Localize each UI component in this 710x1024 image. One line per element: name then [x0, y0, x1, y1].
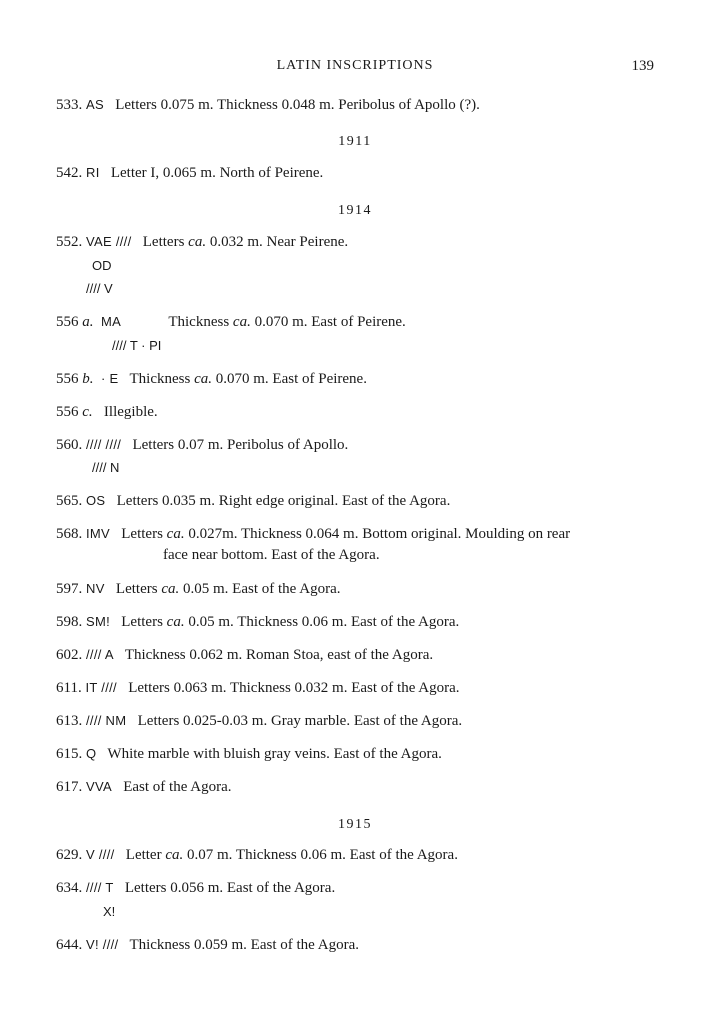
inscription-text: SM! — [86, 614, 111, 629]
circa-abbrev: ca. — [165, 847, 184, 863]
entry-description-post: 0.070 m. East of Peirene. — [212, 371, 367, 387]
inscription-text: V //// — [86, 847, 115, 862]
year-heading-1911: 1911 — [338, 134, 372, 149]
inscription-text: //// //// — [86, 437, 122, 452]
entry-description-pre: Letter — [125, 847, 166, 863]
entry-description-post: 0.027m. Thickness 0.064 m. Bottom original. Moulding on rear — [184, 526, 571, 542]
year-heading-1914: 1914 — [338, 203, 372, 218]
entry-sub-letter: c. — [82, 404, 93, 420]
entry-552 — [56, 232, 656, 252]
circa-abbrev: ca. — [188, 234, 207, 250]
circa-abbrev: ca. — [166, 614, 185, 630]
entry-615 — [56, 744, 656, 764]
circa-abbrev: ca. — [232, 314, 251, 330]
entry-number: 629. — [56, 847, 83, 863]
inscription-text: V! //// — [86, 937, 119, 952]
entry-description-post: 0.05 m. East of the Agora. — [179, 581, 341, 597]
inscription-text: IT //// — [85, 680, 117, 695]
entry-description: Letters 0.025-0.03 m. Gray marble. East of the Agora. — [137, 713, 463, 729]
entry-description-pre: Letters — [142, 234, 189, 250]
entry-description-post: 0.032 m. Near Peirene. — [206, 234, 349, 250]
inscription-line-2: //// N — [92, 460, 120, 475]
entry-number: 533. — [56, 97, 83, 113]
inscription-text: · E — [101, 371, 119, 386]
entry-560 — [56, 435, 656, 455]
entry-number: 615. — [56, 746, 83, 762]
entry-description: Thickness 0.062 m. Roman Stoa, east of the Agora. — [124, 647, 434, 663]
entry-number: 552. — [56, 234, 83, 250]
entry-number: 611. — [56, 680, 82, 696]
entry-sub-letter: b. — [82, 371, 94, 387]
page-number: 139 — [631, 58, 654, 74]
entry-542 — [56, 163, 656, 183]
entry-597 — [56, 579, 656, 599]
entry-description: Illegible. — [103, 404, 158, 420]
entry-568 — [56, 524, 656, 544]
inscription-text: IMV — [86, 526, 111, 541]
entry-611 — [56, 678, 656, 698]
entry-556a — [56, 312, 656, 332]
entry-description-pre: Letters — [115, 581, 162, 597]
entry-description: Letters 0.056 m. East of the Agora. — [124, 880, 336, 896]
entry-description-post: 0.070 m. East of Peirene. — [250, 314, 406, 330]
inscription-text: AS — [86, 97, 104, 112]
inscription-text: RI — [86, 165, 100, 180]
entry-number: 556 — [56, 314, 79, 330]
inscription-line-2: X! — [103, 904, 116, 919]
circa-abbrev: ca. — [166, 526, 185, 542]
inscription-text: //// NM — [86, 713, 127, 728]
entry-description: Letters 0.063 m. Thickness 0.032 m. East of the Agora. — [128, 680, 460, 696]
entry-number: 602. — [56, 647, 83, 663]
entry-number: 556 — [56, 371, 79, 387]
entry-number: 597. — [56, 581, 83, 597]
entry-sub-letter: a. — [82, 314, 94, 330]
entry-617 — [56, 777, 656, 797]
entry-644 — [56, 935, 656, 955]
entry-description: Letters 0.075 m. Thickness 0.048 m. Peribolus of Apollo (?). — [115, 97, 480, 113]
entry-description: White marble with bluish gray veins. East of the Agora. — [107, 746, 442, 762]
circa-abbrev: ca. — [194, 371, 212, 387]
inscription-text: NV — [86, 581, 105, 596]
entry-602 — [56, 645, 656, 665]
inscription-text: //// A — [86, 647, 114, 662]
entry-number: 617. — [56, 779, 83, 795]
inscription-text: //// T — [86, 880, 114, 895]
entry-description: Thickness 0.059 m. East of the Agora. — [129, 937, 359, 953]
entry-number: 556 — [56, 404, 79, 420]
inscription-line-2: OD — [92, 258, 112, 273]
entry-556b — [56, 369, 656, 389]
entry-565 — [56, 491, 656, 511]
inscription-line-2: //// T · PI — [112, 338, 162, 353]
entry-description-pre: Thickness — [129, 371, 195, 387]
entry-description: Letters 0.07 m. Peribolus of Apollo. — [132, 437, 349, 453]
running-title: LATIN INSCRIPTIONS — [276, 58, 434, 73]
entry-number: 634. — [56, 880, 83, 896]
entry-533 — [56, 95, 656, 115]
running-header — [0, 58, 710, 78]
entry-629 — [56, 845, 656, 865]
entry-568-continuation: face near bottom. East of the Agora. — [163, 547, 380, 563]
entry-number: 598. — [56, 614, 83, 630]
entry-description: Letters 0.035 m. Right edge original. East of the Agora. — [116, 493, 451, 509]
inscription-text: Q — [86, 746, 97, 761]
entry-description-post: 0.05 m. Thickness 0.06 m. East of the Agora. — [184, 614, 460, 630]
entry-number: 644. — [56, 937, 83, 953]
inscription-text: VVA — [86, 779, 112, 794]
inscription-text: MA — [101, 314, 122, 329]
entry-number: 565. — [56, 493, 83, 509]
entry-634 — [56, 878, 656, 898]
entry-number: 613. — [56, 713, 83, 729]
inscription-text: OS — [86, 493, 106, 508]
entry-description-post: 0.07 m. Thickness 0.06 m. East of the Agora. — [183, 847, 458, 863]
entry-description: East of the Agora. — [123, 779, 232, 795]
entry-description: Letter I, 0.065 m. North of Peirene. — [110, 165, 324, 181]
entry-number: 560. — [56, 437, 83, 453]
entry-number: 542. — [56, 165, 83, 181]
entry-613 — [56, 711, 656, 731]
year-heading-1915: 1915 — [338, 817, 372, 832]
entry-description-pre: Thickness — [168, 314, 233, 330]
inscription-text: VAE //// — [86, 234, 132, 249]
inscription-line-3: //// V — [86, 281, 113, 296]
entry-number: 568. — [56, 526, 83, 542]
entry-description-pre: Letters — [121, 526, 167, 542]
entry-description-pre: Letters — [121, 614, 167, 630]
circa-abbrev: ca. — [161, 581, 180, 597]
entry-598 — [56, 612, 656, 632]
entry-556c — [56, 402, 656, 422]
